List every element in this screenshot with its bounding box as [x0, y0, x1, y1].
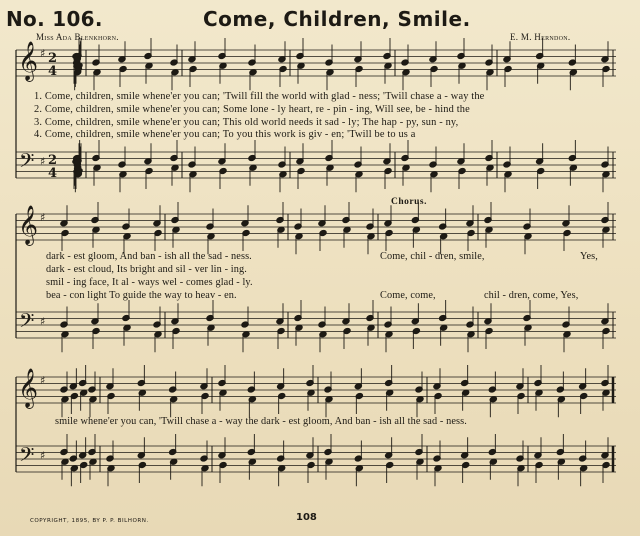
treble-clef-icon: 𝄞: [18, 205, 39, 245]
s2-lyric-3a: smil - ing face, It al - ways wel - comes glad - ly.: [46, 277, 253, 288]
bass-clef-icon: 𝄢: [19, 149, 35, 177]
treble-clef-icon: 𝄞: [18, 41, 39, 81]
key-sharp-icon: ♯: [40, 47, 46, 60]
verse-4: 4. Come, children, smile whene'er you can; To you this work is giv - en; 'Twill be to us a: [34, 129, 416, 140]
treble-clef-icon: 𝄞: [18, 368, 39, 408]
hymn-number: No. 106.: [6, 7, 103, 31]
copyright-notice: COPYRIGHT, 1895, BY P. P. BILHORN.: [30, 518, 149, 524]
time-signature-bottom: 4: [48, 64, 58, 79]
s2-lyric-4a: bea - con light To guide the way to heav - en.: [46, 290, 237, 301]
s2-lyric-1a: dark - est gloom, And ban - ish all the sad - ness.: [46, 251, 252, 262]
s2-lyric-1c: Yes,: [580, 251, 598, 262]
lyricist-credit: Miss Ada Blenkhorn.: [36, 32, 119, 42]
key-sharp-icon: ♯: [40, 315, 46, 328]
composer-credit: E. M. Herndon.: [510, 32, 571, 42]
hymn-title: Come, Children, Smile.: [203, 7, 471, 31]
page-number: 108: [296, 512, 317, 523]
key-sharp-icon: ♯: [40, 211, 46, 224]
s2-lyric-4b: Come, come,: [380, 290, 436, 301]
verse-2: 2. Come, children, smile whene'er you can; Some lone - ly heart, re - pin - ing, Will see, be - hind the: [34, 104, 470, 115]
time-signature-top: 2: [48, 153, 58, 168]
verse-1: 1. Come, children, smile whene'er you can; 'Twill fill the world with glad - ness; 'Twill chase a - way the: [34, 91, 485, 102]
chorus-label: Chorus.: [391, 197, 427, 207]
key-sharp-icon: ♯: [40, 155, 46, 168]
time-signature-bottom: 4: [48, 166, 58, 181]
key-sharp-icon: ♯: [40, 449, 46, 462]
bass-clef-icon: 𝄢: [19, 309, 35, 337]
s2-lyric-1b: Come, chil - dren, smile,: [380, 251, 485, 262]
verse-3: 3. Come, children, smile whene'er you can; This old world needs it sad - ly; The hap - py, sun - ny,: [34, 117, 459, 128]
s2-lyric-4c: chil - dren, come, Yes,: [484, 290, 579, 301]
time-signature-top: 2: [48, 51, 58, 66]
s2-lyric-2a: dark - est cloud, Its bright and sil - ver lin - ing.: [46, 264, 247, 275]
bass-clef-icon: 𝄢: [19, 443, 35, 471]
key-sharp-icon: ♯: [40, 374, 46, 387]
s3-lyric: smile whene'er you can, 'Twill chase a - way the dark - est gloom, And ban - ish all the sad - ness.: [55, 416, 467, 427]
